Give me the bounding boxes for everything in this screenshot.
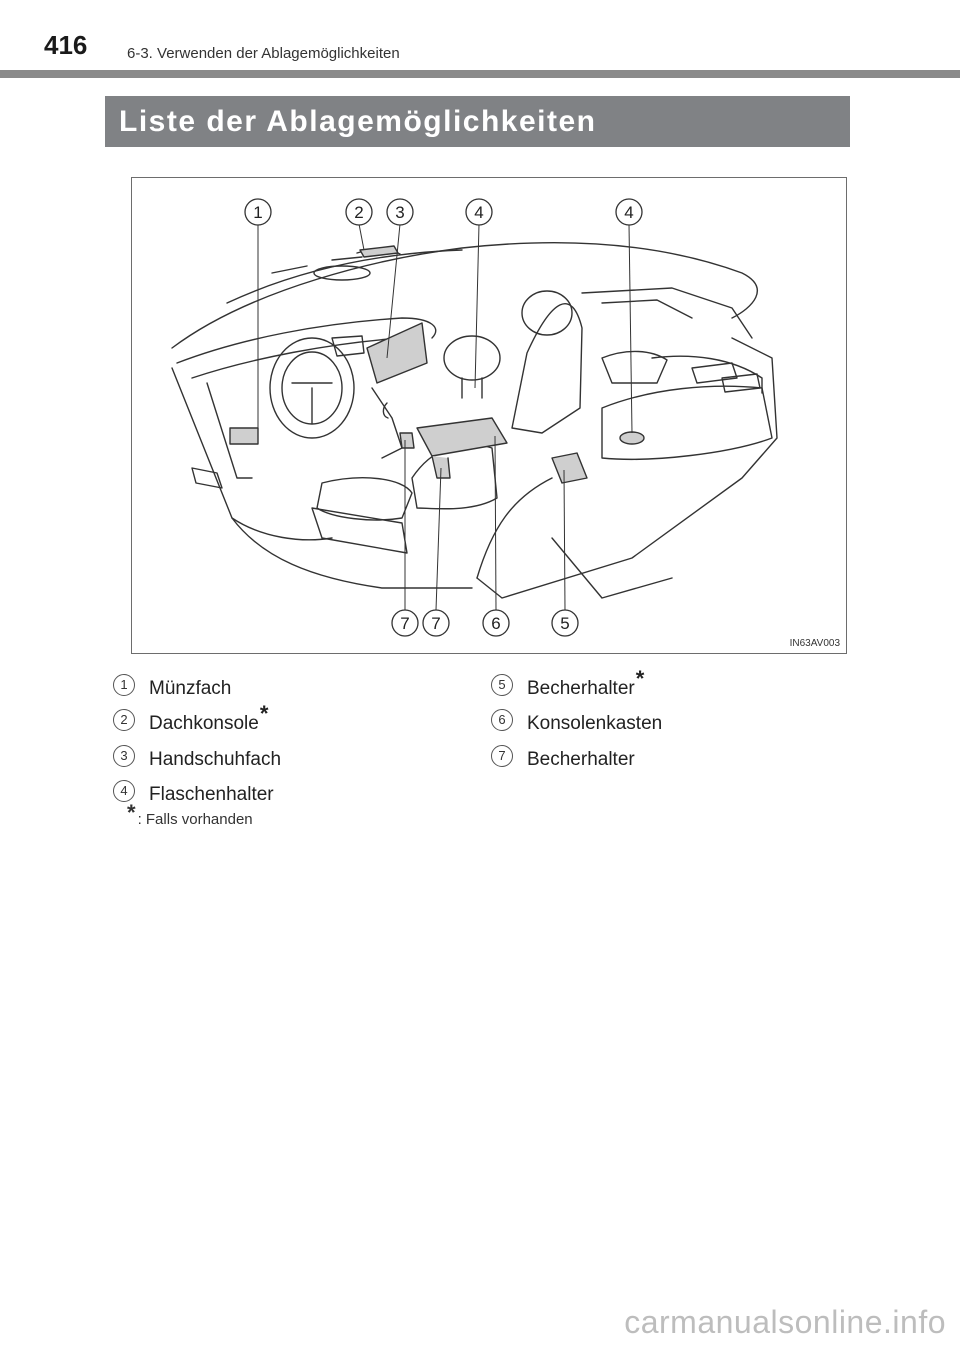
legend-label: Becherhalter: [527, 678, 635, 699]
footnote-mark: *: [127, 800, 136, 825]
callout-7a: 7: [400, 614, 410, 633]
section-heading: 6-3. Verwenden der Ablagemöglichkeiten: [127, 45, 400, 62]
callout-4b: 4: [624, 203, 634, 222]
footnote: [126, 800, 253, 830]
legend-number: 7: [491, 745, 513, 767]
legend-label: Handschuhfach: [149, 749, 282, 770]
callout-1: 1: [253, 203, 263, 222]
watermark: carmanualsonline.info: [624, 1304, 946, 1340]
legend-label: Konsolenkasten: [527, 713, 663, 734]
footnote-text: : Falls vorhanden: [137, 811, 253, 828]
car-interior-illustration: [132, 178, 846, 653]
page-title: Liste der Ablagemöglichkeiten: [119, 105, 597, 138]
callout-5: 5: [560, 614, 570, 633]
legend-number: 6: [491, 709, 513, 731]
callout-6: 6: [491, 614, 501, 633]
legend-label: Flaschenhalter: [149, 784, 274, 805]
callout-3: 3: [395, 203, 405, 222]
legend-label: Münzfach: [149, 678, 232, 699]
callout-2: 2: [354, 203, 364, 222]
asterisk-mark: *: [635, 666, 645, 691]
callout-4a: 4: [474, 203, 484, 222]
page-number: 416: [44, 30, 88, 60]
asterisk-mark: *: [259, 701, 269, 726]
legend-number: 4: [113, 780, 135, 802]
callout-7b: 7: [431, 614, 441, 633]
legend-number: 1: [113, 674, 135, 696]
figure-id: IN63AV003: [789, 638, 840, 649]
header-divider: [0, 70, 960, 78]
legend-number: 3: [113, 745, 135, 767]
car-interior-figure: [131, 177, 847, 654]
callouts-bottom: [392, 610, 578, 636]
legend-number: 5: [491, 674, 513, 696]
legend-number: 2: [113, 709, 135, 731]
title-bar: [105, 96, 850, 147]
legend-label: Dachkonsole: [149, 713, 259, 734]
callouts-top: [245, 199, 642, 225]
legend-label: Becherhalter: [527, 749, 635, 770]
